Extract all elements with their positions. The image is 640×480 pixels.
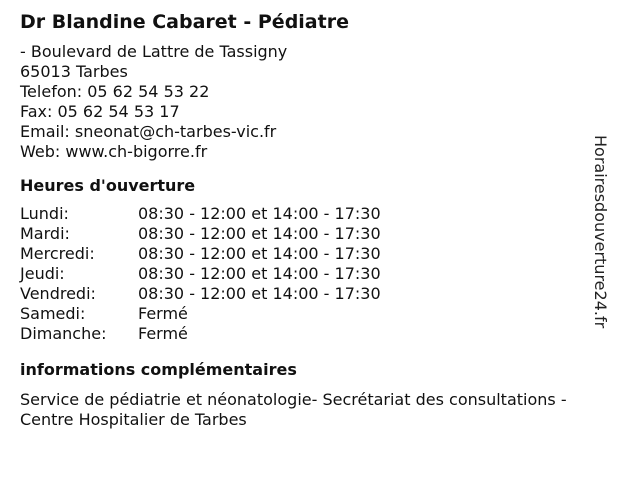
time-range: Fermé	[138, 324, 188, 343]
time-range: Fermé	[138, 304, 188, 323]
listing-card	[20, 10, 620, 430]
day-label: Mercredi:	[20, 244, 95, 263]
day-label: Jeudi:	[20, 264, 65, 283]
day-label: Mardi:	[20, 224, 70, 243]
time-range: 08:30 - 12:00 et 14:00 - 17:30	[138, 284, 381, 303]
city-postcode: 65013 Tarbes	[20, 62, 128, 81]
street-address: - Boulevard de Lattre de Tassigny	[20, 42, 288, 61]
email-address: Email: sneonat@ch-tarbes-vic.fr	[20, 122, 277, 141]
address-block	[20, 42, 620, 162]
hours-row-samedi	[20, 304, 620, 324]
additional-info-text: Service de pédiatrie et néonatologie- Secrétariat des consultations - Centre Hospitalier de Tarbes	[20, 390, 567, 429]
day-label: Samedi:	[20, 304, 86, 323]
day-label: Dimanche:	[20, 324, 107, 343]
phone-number: Telefon: 05 62 54 53 22	[20, 82, 210, 101]
hours-row-mardi	[20, 224, 620, 244]
site-watermark: Horairesdouverture24.fr	[591, 135, 610, 329]
time-range: 08:30 - 12:00 et 14:00 - 17:30	[138, 204, 381, 223]
time-range: 08:30 - 12:00 et 14:00 - 17:30	[138, 224, 381, 243]
hours-row-mercredi	[20, 244, 620, 264]
opening-hours-table	[20, 204, 620, 344]
website-address: Web: www.ch-bigorre.fr	[20, 142, 208, 161]
opening-hours-heading: Heures d'ouverture	[20, 176, 196, 195]
time-range: 08:30 - 12:00 et 14:00 - 17:30	[138, 244, 381, 263]
page-title: Dr Blandine Cabaret - Pédiatre	[20, 11, 349, 33]
time-range: 08:30 - 12:00 et 14:00 - 17:30	[138, 264, 381, 283]
hours-row-jeudi	[20, 264, 620, 284]
hours-row-vendredi	[20, 284, 620, 304]
day-label: Vendredi:	[20, 284, 96, 303]
additional-info-heading: informations complémentaires	[20, 360, 297, 379]
hours-row-dimanche	[20, 324, 620, 344]
hours-row-lundi	[20, 204, 620, 224]
day-label: Lundi:	[20, 204, 69, 223]
fax-number: Fax: 05 62 54 53 17	[20, 102, 180, 121]
